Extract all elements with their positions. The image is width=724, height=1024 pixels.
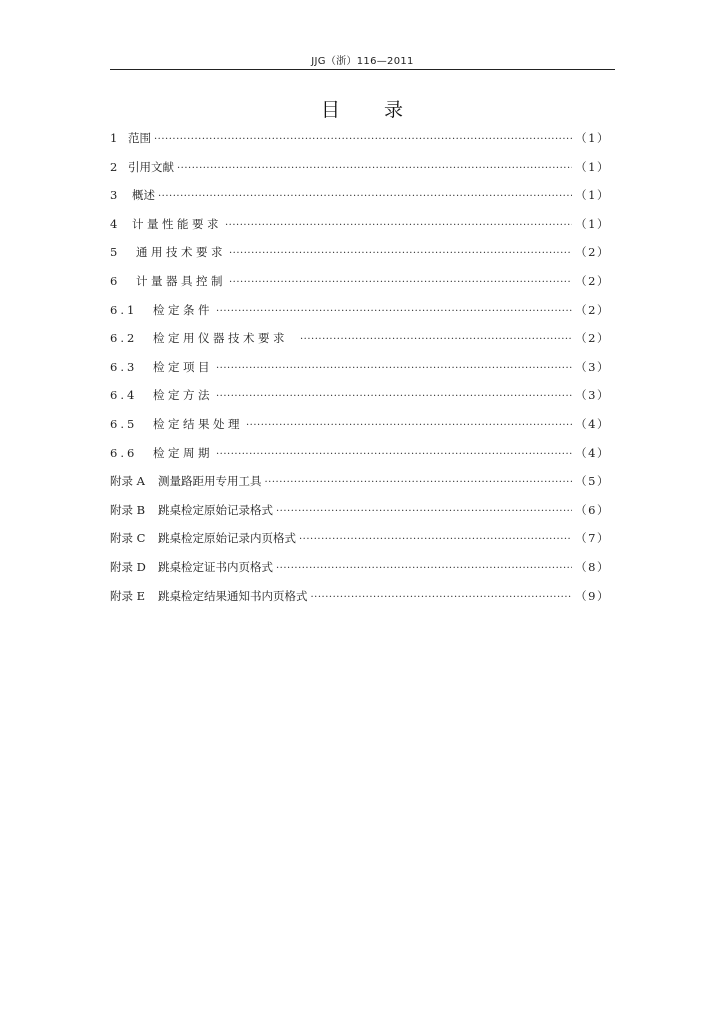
dot-leader xyxy=(177,155,572,184)
toc-entry-number: 4 xyxy=(110,216,118,231)
toc-entry-2[interactable] xyxy=(110,153,610,182)
toc-entry-label: 范围 xyxy=(128,131,151,145)
toc-entry-page: （1） xyxy=(575,188,610,203)
dot-leader xyxy=(225,212,572,241)
dot-leader xyxy=(216,298,572,327)
toc-entry-5[interactable] xyxy=(110,238,610,267)
toc-entry-number: 附录 B xyxy=(110,502,146,517)
toc-entry-label: 计量性能要求 xyxy=(132,216,222,231)
toc-entry-page: （3） xyxy=(575,388,610,403)
toc-entry-page: （5） xyxy=(575,474,610,489)
dot-leader xyxy=(216,441,572,470)
dot-leader xyxy=(154,126,572,155)
toc-entry-6-4[interactable] xyxy=(110,381,610,410)
toc-entry-label: 跳桌检定原始记录格式 xyxy=(158,502,273,517)
toc-entry-page: （2） xyxy=(575,331,610,346)
dot-leader xyxy=(300,326,572,355)
dot-leader xyxy=(311,584,573,613)
toc-entry-number: 6.5 xyxy=(110,416,138,431)
dot-leader xyxy=(216,383,572,412)
dot-leader xyxy=(246,412,572,441)
toc-entry-page: （1） xyxy=(575,216,610,231)
toc-entry-number: 附录 D xyxy=(110,559,146,574)
toc-entry-1[interactable] xyxy=(110,124,610,153)
table-of-contents xyxy=(110,124,610,610)
toc-entry-6-3[interactable] xyxy=(110,353,610,382)
toc-title: 目 录 xyxy=(320,99,405,121)
toc-entry-6[interactable] xyxy=(110,267,610,296)
toc-entry-page: （2） xyxy=(575,245,610,260)
toc-entry-number: 附录 C xyxy=(110,531,146,546)
toc-entry-label: 引用文献 xyxy=(128,159,174,174)
toc-entry-page: （1） xyxy=(575,159,610,174)
toc-entry-page: （9） xyxy=(575,588,610,603)
dot-leader xyxy=(158,183,572,212)
toc-entry-6-6[interactable] xyxy=(110,439,610,468)
toc-entry-label: 检定用仪器技术要求 xyxy=(153,331,288,346)
toc-entry-number: 6.2 xyxy=(110,331,138,346)
toc-entry-page: （4） xyxy=(575,416,610,431)
toc-entry-number: 6.3 xyxy=(110,359,138,374)
toc-entry-appendix-c[interactable] xyxy=(110,524,610,553)
toc-entry-label: 概述 xyxy=(132,188,155,203)
toc-entry-label: 跳桌检定原始记录内页格式 xyxy=(158,531,296,546)
toc-entry-3[interactable] xyxy=(110,181,610,210)
toc-entry-page: （6） xyxy=(575,502,610,517)
toc-entry-label: 通用技术要求 xyxy=(136,245,226,260)
toc-entry-page: （3） xyxy=(575,359,610,374)
toc-entry-4[interactable] xyxy=(110,210,610,239)
toc-entry-number: 6.4 xyxy=(110,388,138,403)
toc-entry-number: 5 xyxy=(110,245,118,260)
toc-entry-page: （1） xyxy=(575,131,610,145)
dot-leader xyxy=(216,355,572,384)
toc-entry-number: 附录 E xyxy=(110,588,146,603)
document-code-header: JJG（浙）116—2011 xyxy=(311,56,414,67)
toc-entry-page: （8） xyxy=(575,559,610,574)
toc-entry-number: 6.1 xyxy=(110,302,138,317)
toc-entry-number: 6 xyxy=(110,273,118,288)
toc-entry-label: 检定条件 xyxy=(153,302,213,317)
toc-entry-label: 测量路距用专用工具 xyxy=(158,474,262,489)
toc-entry-label: 检定结果处理 xyxy=(153,416,243,431)
dot-leader xyxy=(276,498,572,527)
toc-entry-appendix-a[interactable] xyxy=(110,467,610,496)
toc-entry-number: 2 xyxy=(110,159,118,174)
dot-leader xyxy=(265,469,573,498)
toc-entry-appendix-d[interactable] xyxy=(110,553,610,582)
toc-entry-6-5[interactable] xyxy=(110,410,610,439)
toc-entry-6-2[interactable] xyxy=(110,324,610,353)
dot-leader xyxy=(299,526,572,555)
toc-entry-page: （4） xyxy=(575,445,610,460)
toc-entry-number: 附录 A xyxy=(110,474,145,489)
dot-leader xyxy=(276,555,572,584)
toc-entry-number: 3 xyxy=(110,188,118,203)
toc-entry-page: （2） xyxy=(575,273,610,288)
dot-leader xyxy=(229,269,572,298)
toc-entry-appendix-e[interactable] xyxy=(110,582,610,611)
toc-entry-number: 1 xyxy=(110,131,118,145)
dot-leader xyxy=(229,240,572,269)
header-divider xyxy=(110,69,615,70)
toc-entry-appendix-b[interactable] xyxy=(110,496,610,525)
toc-entry-label: 检定方法 xyxy=(153,388,213,403)
toc-entry-label: 检定项目 xyxy=(153,359,213,374)
toc-entry-number: 6.6 xyxy=(110,445,138,460)
toc-entry-page: （7） xyxy=(575,531,610,546)
toc-entry-label: 计量器具控制 xyxy=(136,273,226,288)
toc-entry-label: 跳桌检定结果通知书内页格式 xyxy=(158,588,308,603)
toc-entry-page: （2） xyxy=(575,302,610,317)
toc-entry-label: 检定周期 xyxy=(153,445,213,460)
toc-entry-6-1[interactable] xyxy=(110,296,610,325)
toc-entry-label: 跳桌检定证书内页格式 xyxy=(158,559,273,574)
